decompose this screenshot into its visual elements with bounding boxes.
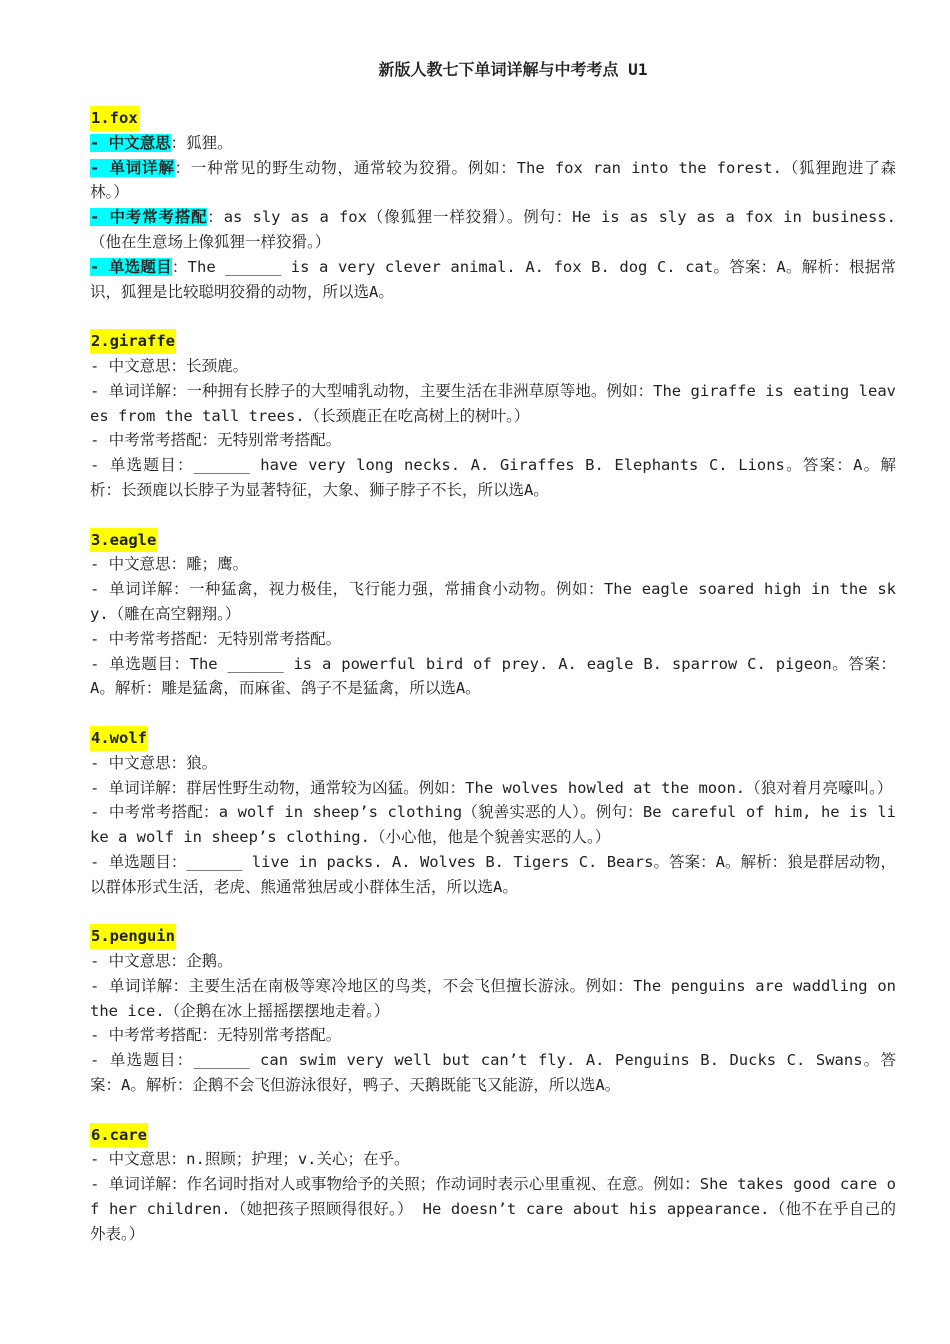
entry-heading: [90, 726, 896, 751]
page-title: 新版人教七下单词详解与中考考点 U1: [378, 60, 648, 79]
meaning-label: - 中文意思: [90, 555, 171, 574]
entry-word: 3.eagle: [90, 528, 157, 553]
entry-word: 4.wolf: [90, 726, 148, 751]
word-entry-penguin: [90, 924, 896, 1098]
question-text: ：______ can swim very well but can’t fly. A. Penguins B. Ducks C. Swans。答案：A。解析：企鹅不会飞但游泳很好，鸭子、天鹅既能飞又能游，所以选A。: [90, 1051, 896, 1095]
collocation-line: [90, 1023, 896, 1048]
entry-word: 2.giraffe: [90, 329, 176, 354]
detail-text: ：作名词时指对人或事物给予的关照；作动词时表示心里重视、在意。例如：She takes good care of her children.（她把孩子照顾得很好。） He doesn’t care about his appearance.（他不在乎自己的外表。）: [90, 1175, 896, 1243]
meaning-text: ：雕；鹰。: [170, 555, 249, 574]
detail-line: [90, 577, 896, 627]
question-line: [90, 850, 896, 900]
question-label: - 单选题目: [90, 456, 177, 475]
collocation-text: ：无特别常考搭配。: [201, 431, 342, 450]
collocation-text: ：无特别常考搭配。: [201, 1026, 342, 1045]
question-text: ：The ______ is a powerful bird of prey. A. eagle B. sparrow C. pigeon。答案：A。解析：雕是猛禽，而麻雀、鸽子不是猛禽，所以选A。: [90, 654, 897, 698]
word-entry-giraffe: [90, 329, 896, 503]
entry-heading: [90, 924, 896, 949]
collocation-line: [90, 800, 896, 850]
detail-line: [90, 974, 896, 1024]
detail-label: - 单词详解: [90, 778, 171, 797]
meaning-text: ：长颈鹿。: [170, 356, 249, 375]
entry-word: 5.penguin: [90, 924, 176, 949]
detail-label: - 单词详解: [90, 580, 173, 599]
meaning-text: ：狐狸。: [170, 133, 233, 152]
collocation-label: - 中考常考搭配: [90, 1026, 202, 1045]
question-line: [90, 255, 896, 305]
meaning-label: - 中文意思: [90, 133, 171, 152]
entry-word: 1.fox: [90, 106, 139, 131]
collocation-line: [90, 428, 896, 453]
word-entry-wolf: [90, 726, 896, 900]
detail-line: [90, 156, 896, 206]
collocation-text: ：无特别常考搭配。: [201, 629, 342, 648]
question-label: - 单选题目: [90, 654, 174, 673]
collocation-line: [90, 627, 896, 652]
detail-text: ：一种拥有长脖子的大型哺乳动物，主要生活在非洲草原等地。例如：The giraffe is eating leaves from the tall trees.（长颈鹿正在吃高树上的树叶。）: [90, 381, 896, 425]
question-text: ：______ live in packs. A. Wolves B. Tigers C. Bears。答案：A。解析：狼是群居动物，以群体形式生活，老虎、熊通常独居或小群体生活，所以选A。: [90, 852, 896, 896]
entry-word: 6.care: [90, 1123, 148, 1148]
meaning-line: [90, 354, 896, 379]
word-entry-eagle: [90, 528, 896, 702]
meaning-line: [90, 751, 896, 776]
detail-text: ：主要生活在南极等寒冷地区的鸟类，不会飞但擅长游泳。例如：The penguins are waddling on the ice.（企鹅在冰上摇摇摆摆地走着。）: [90, 976, 896, 1020]
collocation-label: - 中考常考搭配: [90, 208, 208, 227]
detail-label: - 单词详解: [90, 381, 171, 400]
detail-label: - 单词详解: [90, 158, 175, 177]
detail-line: [90, 1172, 896, 1246]
question-line: [90, 652, 896, 702]
document-page: [90, 58, 896, 1271]
entry-heading: [90, 1123, 896, 1148]
question-line: [90, 1048, 896, 1098]
entry-heading: [90, 106, 896, 131]
detail-text: ：群居性野生动物，通常较为凶猛。例如：The wolves howled at the moon.（狼对着月亮嚎叫。）: [170, 778, 893, 797]
collocation-line: [90, 205, 896, 255]
detail-line: [90, 776, 896, 801]
meaning-label: - 中文意思: [90, 952, 171, 971]
meaning-label: - 中文意思: [90, 753, 171, 772]
collocation-label: - 中考常考搭配: [90, 629, 202, 648]
meaning-line: [90, 131, 896, 156]
collocation-label: - 中考常考搭配: [90, 803, 204, 822]
question-label: - 单选题目: [90, 852, 171, 871]
question-line: [90, 453, 896, 503]
collocation-label: - 中考常考搭配: [90, 431, 202, 450]
meaning-text: ：狼。: [170, 753, 218, 772]
question-text: ：The ______ is a very clever animal. A. fox B. dog C. cat。答案：A。解析：根据常识，狐狸是比较聪明狡猾的动物，所以选A。: [90, 257, 896, 301]
question-label: - 单选题目: [90, 257, 172, 276]
detail-text: ：一种猛禽，视力极佳，飞行能力强，常捕食小动物。例如：The eagle soared high in the sky.（雕在高空翱翔。）: [90, 580, 896, 623]
word-entry-fox: [90, 106, 896, 304]
detail-label: - 单词详解: [90, 1175, 171, 1194]
meaning-text: ：n.照顾；护理；v.关心；在乎。: [170, 1150, 410, 1169]
detail-text: ：一种常见的野生动物，通常较为狡猾。例如：The fox ran into the forest.（狐狸跑进了森林。）: [90, 158, 896, 202]
collocation-text: ：a wolf in sheep’s clothing（貌善实恶的人）。例句：Be careful of him, he is like a wolf in sheep’s clothing.（小心他，他是个貌善实恶的人。）: [90, 803, 896, 847]
meaning-line: [90, 1147, 896, 1172]
meaning-line: [90, 949, 896, 974]
question-label: - 单选题目: [90, 1051, 177, 1070]
meaning-label: - 中文意思: [90, 356, 171, 375]
entry-heading: [90, 528, 896, 553]
word-entry-care: [90, 1123, 896, 1247]
detail-line: [90, 379, 896, 429]
meaning-line: [90, 552, 896, 577]
meaning-text: ：企鹅。: [170, 952, 233, 971]
entry-heading: [90, 329, 896, 354]
question-text: ：______ have very long necks. A. Giraffes B. Elephants C. Lions。答案：A。解析：长颈鹿以长脖子为显著特征，大象、狮子脖子不长，所以选A。: [90, 456, 896, 499]
meaning-label: - 中文意思: [90, 1150, 171, 1169]
collocation-text: ：as sly as a fox（像狐狸一样狡猾）。例句：He is as sly as a fox in business.（他在生意场上像狐狸一样狡猾。）: [90, 208, 896, 251]
detail-label: - 单词详解: [90, 976, 173, 995]
